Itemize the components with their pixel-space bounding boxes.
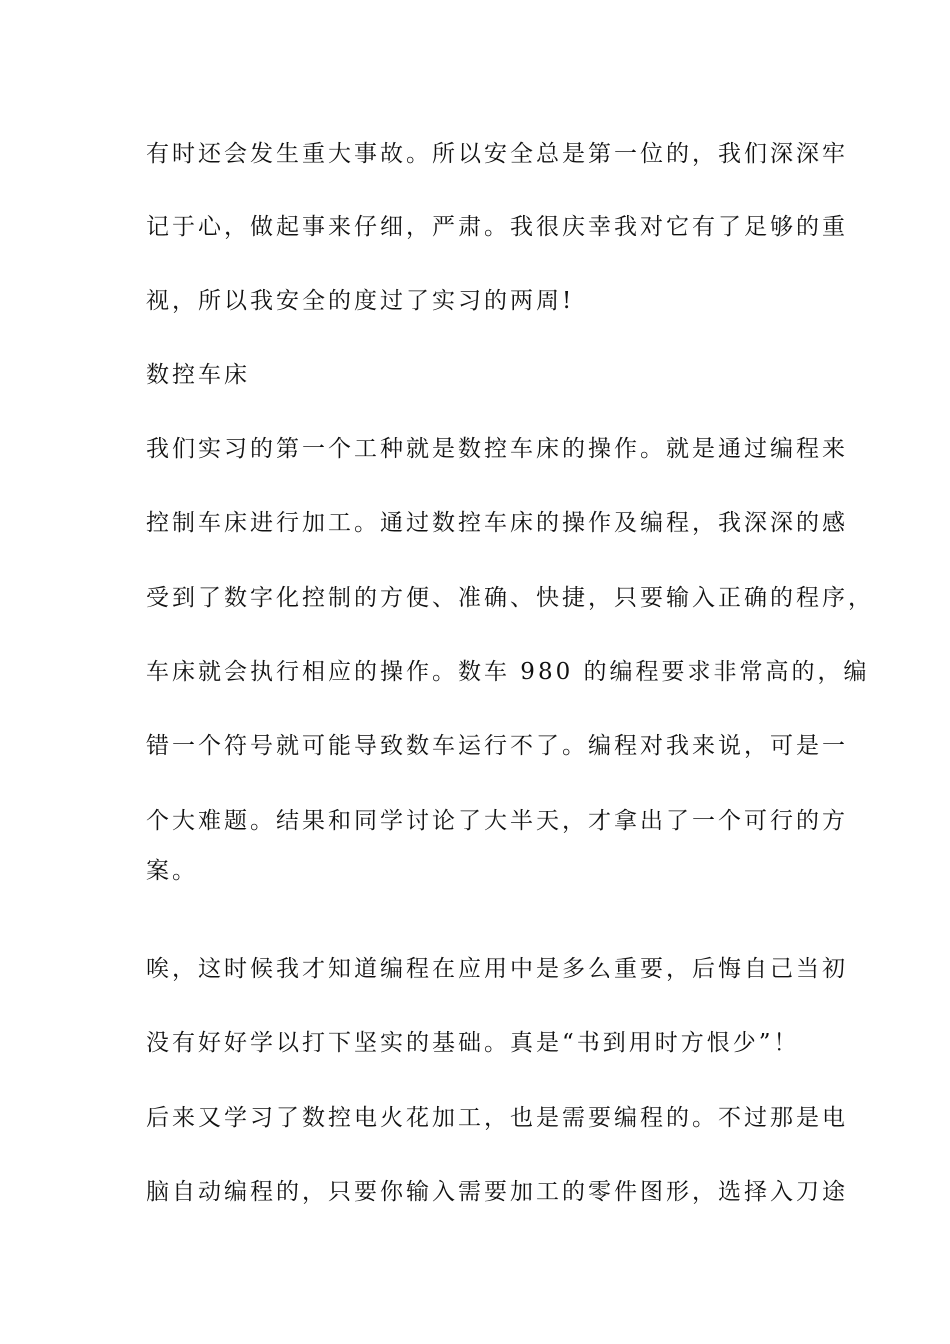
text-line: 我们实习的第一个工种就是数控车床的操作。就是通过编程来 xyxy=(146,436,848,462)
text-line: 个大难题。结果和同学讨论了大半天，才拿出了一个可行的方 xyxy=(146,808,848,834)
text-line: 错一个符号就可能导致数车运行不了。编程对我来说，可是一 xyxy=(146,733,848,759)
text-line: 记于心，做起事来仔细，严肃。我很庆幸我对它有了足够的重 xyxy=(146,214,848,240)
text-line: 视，所以我安全的度过了实习的两周! xyxy=(146,288,575,314)
text-line: 受到了数字化控制的方便、准确、快捷，只要输入正确的程序， xyxy=(146,585,874,611)
text-line: 案。 xyxy=(146,858,198,884)
text-line: 后来又学习了数控电火花加工，也是需要编程的。不过那是电 xyxy=(146,1105,848,1131)
text-line: 没有好好学以打下坚实的基础。真是“书到用时方恨少”！ xyxy=(146,1030,800,1056)
text-line: 车床就会执行相应的操作。数车 980 的编程要求非常高的，编 xyxy=(146,659,870,685)
section-heading: 数控车床 xyxy=(146,362,250,388)
text-line: 脑自动编程的，只要你输入需要加工的零件图形，选择入刀途 xyxy=(146,1179,848,1205)
text-line: 控制车床进行加工。通过数控车床的操作及编程，我深深的感 xyxy=(146,510,848,536)
text-line: 唉，这时候我才知道编程在应用中是多么重要，后悔自己当初 xyxy=(146,956,848,982)
text-line: 有时还会发生重大事故。所以安全总是第一位的，我们深深牢 xyxy=(146,141,848,167)
